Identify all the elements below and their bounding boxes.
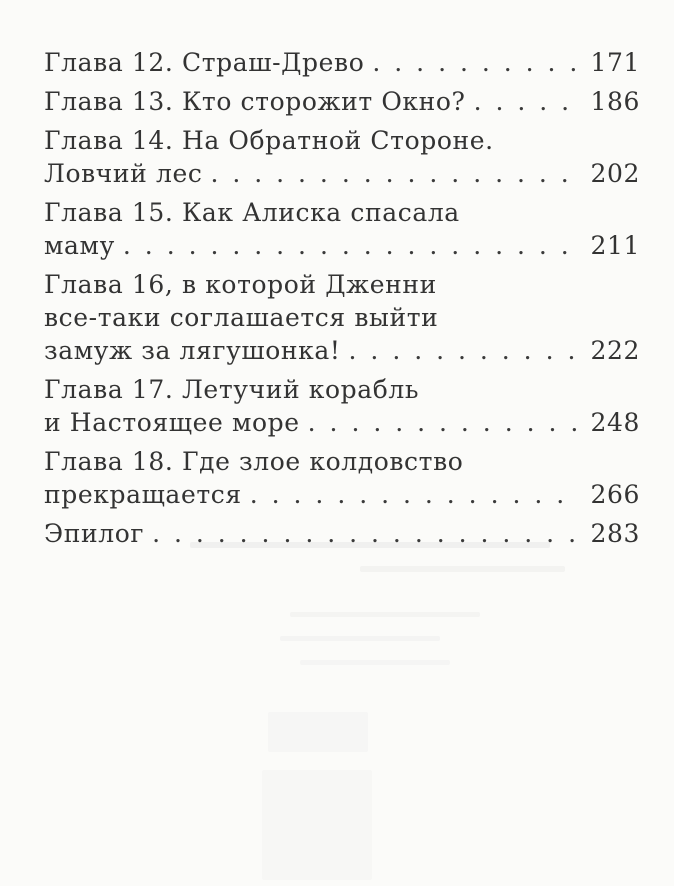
toc-entry-line	[44, 301, 640, 334]
toc-entry	[44, 517, 640, 550]
toc-entry-title-continued: Ловчий лес	[44, 159, 203, 188]
toc-entry-line	[44, 334, 640, 367]
show-through-mark	[360, 566, 565, 572]
toc-entry-title-continued: прекращается	[44, 480, 242, 509]
toc-entry	[44, 196, 640, 262]
toc-entry-title: Глава 13. Кто сторожит Окно?	[44, 87, 466, 116]
toc-entry	[44, 85, 640, 118]
toc-entry-title-continued: замуж за лягушонка!	[44, 336, 341, 365]
toc-page-number: 283	[590, 519, 640, 548]
table-of-contents	[44, 46, 640, 556]
toc-page-number: 266	[590, 480, 640, 509]
toc-entry-line	[44, 406, 640, 439]
toc-entry-title: Глава 16, в которой Дженни	[44, 270, 437, 299]
toc-page-number: 186	[590, 87, 640, 116]
toc-entry	[44, 46, 640, 79]
show-through-mark	[280, 636, 440, 641]
show-through-mark	[262, 770, 372, 880]
toc-entry-title-continued: все-таки соглашается выйти	[44, 303, 439, 332]
toc-entry-line	[44, 268, 640, 301]
toc-entry	[44, 268, 640, 367]
toc-entry	[44, 124, 640, 190]
toc-entry-line	[44, 124, 640, 157]
show-through-mark	[290, 612, 480, 617]
toc-entry-title: Глава 12. Страш-Древо	[44, 48, 365, 77]
toc-entry-line	[44, 229, 640, 262]
toc-page-number: 222	[590, 336, 640, 365]
toc-page-number: 211	[590, 231, 640, 260]
toc-page-number: 171	[590, 48, 640, 77]
dot-leader	[349, 334, 578, 367]
toc-entry-line	[44, 373, 640, 406]
toc-page-number: 202	[590, 159, 640, 188]
toc-entry-title: Глава 14. На Обратной Стороне.	[44, 126, 494, 155]
toc-entry-title: Глава 18. Где злое колдовство	[44, 447, 464, 476]
dot-leader	[250, 478, 578, 511]
toc-page-number: 248	[590, 408, 640, 437]
toc-entry-line	[44, 157, 640, 190]
toc-entry-line	[44, 478, 640, 511]
dot-leader	[308, 406, 578, 439]
toc-entry-title-continued: маму	[44, 231, 115, 260]
dot-leader	[210, 157, 578, 190]
dot-leader	[152, 517, 578, 550]
toc-entry	[44, 373, 640, 439]
toc-entry-title: Глава 17. Летучий корабль	[44, 375, 420, 404]
dot-leader	[474, 85, 578, 118]
dot-leader	[123, 229, 578, 262]
toc-entry-title: Эпилог	[44, 519, 145, 548]
toc-entry-line	[44, 196, 640, 229]
dot-leader	[372, 46, 578, 79]
toc-entry	[44, 445, 640, 511]
toc-entry-line	[44, 46, 640, 79]
toc-entry-line	[44, 445, 640, 478]
toc-entry-title: Глава 15. Как Алиска спасала	[44, 198, 460, 227]
toc-entry-line	[44, 517, 640, 550]
show-through-mark	[300, 660, 450, 665]
toc-entry-title-continued: и Настоящее море	[44, 408, 300, 437]
show-through-mark	[268, 712, 368, 752]
toc-entry-line	[44, 85, 640, 118]
